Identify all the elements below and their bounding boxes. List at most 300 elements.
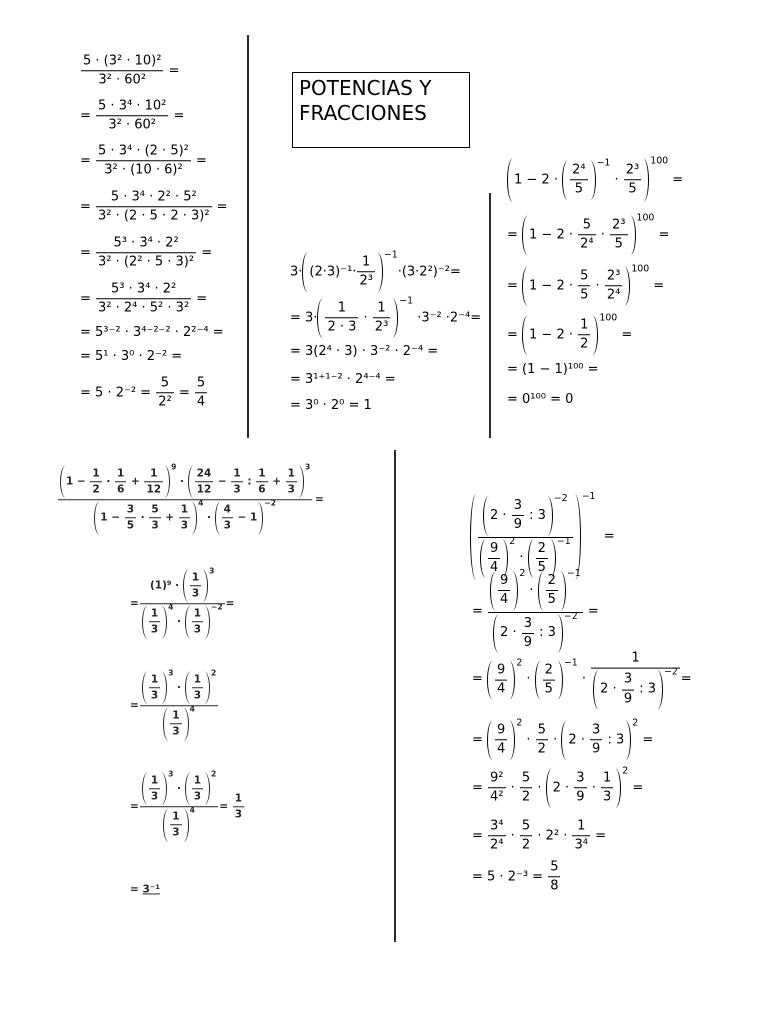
math-text: · <box>173 782 185 795</box>
math-text: 5 · (3² · 10)² <box>83 53 162 69</box>
numerator <box>590 722 602 740</box>
numerator <box>96 235 196 253</box>
numerator <box>192 608 203 623</box>
denominator <box>149 789 160 803</box>
denominator <box>357 273 374 290</box>
math-text: = <box>192 290 208 306</box>
math-text: 3 <box>287 483 295 496</box>
denominator <box>149 688 160 702</box>
denominator <box>286 482 297 496</box>
exponent: −2 <box>664 666 678 678</box>
exponent: 4 <box>189 805 195 815</box>
math-text: = <box>219 800 232 813</box>
math-line <box>80 189 228 225</box>
parentheses <box>487 720 515 760</box>
math-text: = <box>654 226 670 242</box>
numerator <box>536 722 548 740</box>
math-line <box>472 717 654 760</box>
fraction <box>548 859 560 895</box>
fraction <box>140 769 218 842</box>
math-text: = 5³⁻² · 3⁴⁻²⁻² · 2²⁻⁴ = <box>80 324 224 340</box>
parenthesized-group <box>522 312 618 355</box>
exponent: 100 <box>636 212 655 224</box>
math-text: − <box>214 475 231 488</box>
math-text: = 5¹ · 3⁰ · 2⁻² = <box>80 348 183 364</box>
exponent: 100 <box>650 155 669 167</box>
exponent: −1 <box>566 568 581 579</box>
math-text: 1 <box>150 467 158 480</box>
math-text: 9 <box>523 634 532 650</box>
math-text: 5 · 3⁴ · 10² <box>98 98 167 114</box>
math-text: 9 <box>497 662 506 678</box>
fraction <box>286 467 297 496</box>
parenthesized-group <box>522 212 655 255</box>
fraction <box>325 300 358 336</box>
parenthesized-group <box>493 610 578 654</box>
math-text: 3² · 60² <box>98 72 147 88</box>
parenthesized-group <box>317 295 414 338</box>
math-text: = <box>130 597 139 610</box>
parentheses <box>163 809 188 842</box>
math-text: 1 <box>150 774 159 787</box>
denominator <box>192 789 203 803</box>
fraction <box>512 498 524 534</box>
math-text: 2 · <box>552 779 574 795</box>
math-text: 5 <box>547 592 556 608</box>
math-line <box>507 362 599 378</box>
parenthesized-group <box>215 498 276 535</box>
math-line <box>290 372 396 388</box>
math-text: + <box>127 475 144 488</box>
math-text: = <box>680 671 692 687</box>
parentheses <box>522 266 630 306</box>
fraction <box>140 668 218 741</box>
fraction <box>624 162 641 198</box>
numerator <box>520 818 532 836</box>
denominator <box>495 741 507 758</box>
numerator <box>548 859 560 877</box>
parenthesized-group <box>163 805 195 842</box>
denominator <box>522 634 534 651</box>
numerator <box>140 769 218 807</box>
math-text: : 3 <box>524 507 546 523</box>
math-text: 9² <box>490 770 504 786</box>
math-text: (1)⁹ · <box>150 579 183 592</box>
math-text: 5 <box>537 559 546 575</box>
parentheses <box>188 465 304 498</box>
fraction <box>195 375 207 411</box>
numerator <box>192 673 203 688</box>
math-text: = <box>472 731 488 747</box>
math-text: = 5 · 2⁻³ = <box>472 868 548 884</box>
fraction <box>622 672 634 708</box>
math-text: : <box>243 475 256 488</box>
fraction <box>543 662 555 698</box>
fraction <box>58 462 312 535</box>
math-text: 9 <box>500 573 509 588</box>
fraction <box>81 53 163 89</box>
math-text: 1 <box>258 467 266 480</box>
math-text: ·(3·2²)⁻²= <box>397 263 461 279</box>
denominator <box>488 610 583 654</box>
math-text: 5 <box>151 503 159 516</box>
denominator <box>373 319 390 336</box>
parenthesized-group <box>94 498 204 535</box>
math-text: 1 <box>602 770 612 786</box>
math-text: (2·3)⁻¹· <box>309 263 357 279</box>
math-text: 3 <box>576 770 585 786</box>
denominator <box>179 519 190 533</box>
denominator <box>231 482 242 496</box>
parenthesized-group <box>142 668 174 704</box>
denominator <box>170 725 181 739</box>
exponent: 100 <box>599 312 618 324</box>
denominator <box>192 623 203 637</box>
math-text: 2⁴ <box>606 287 621 303</box>
fraction <box>233 792 244 821</box>
fraction <box>96 235 196 271</box>
math-text: 1 − 2 · <box>529 277 578 293</box>
parenthesized-group <box>487 717 523 760</box>
numerator <box>478 493 573 538</box>
math-text: 2 · 3 <box>327 319 357 335</box>
math-text: : 3 <box>535 625 556 641</box>
denominator <box>81 72 163 89</box>
math-text: 3⁴ <box>490 818 504 834</box>
math-text: = 3(2⁴ · 3) · 3⁻² · 2⁻⁴ = <box>290 343 439 359</box>
math-text: 2³ <box>374 319 389 335</box>
parenthesized-group <box>142 602 174 639</box>
math-text: 1 <box>580 317 589 333</box>
math-text: 5 <box>582 217 592 233</box>
math-text: 3 <box>191 587 200 600</box>
math-text: 3⁴ <box>574 837 588 853</box>
math-text: = <box>80 152 96 168</box>
parentheses <box>562 160 595 200</box>
parenthesized-group <box>522 263 650 306</box>
math-text: 5 <box>521 818 531 834</box>
exponent: −1 <box>383 249 398 261</box>
fraction <box>520 770 532 806</box>
math-line <box>507 212 670 255</box>
denominator <box>605 287 622 304</box>
math-text: 5 <box>537 722 546 738</box>
fraction <box>478 493 573 578</box>
numerator <box>488 568 583 613</box>
parenthesized-group <box>538 568 581 611</box>
parentheses <box>302 252 383 292</box>
numerator <box>578 217 595 235</box>
exponent: 3 <box>304 462 311 472</box>
math-text: 2 · <box>600 681 621 697</box>
numerator <box>536 541 548 559</box>
parenthesized-group <box>562 157 611 200</box>
denominator <box>233 808 244 822</box>
parentheses <box>538 571 566 611</box>
numerator <box>325 300 358 318</box>
math-text: = (1 − 1)¹⁰⁰ = <box>507 361 599 377</box>
math-line <box>507 392 573 408</box>
math-text: = <box>507 277 523 293</box>
title-line-2: FRACCIONES <box>299 101 427 125</box>
numerator <box>96 281 191 299</box>
parenthesized-group <box>142 769 174 805</box>
math-text: 3² · 2⁴ · 5² · 3² <box>98 300 190 316</box>
fraction <box>546 573 558 609</box>
math-text: 1 − 2 · <box>514 171 563 187</box>
parenthesized-group <box>487 657 523 700</box>
denominator <box>536 741 548 758</box>
parenthesized-group <box>185 602 223 639</box>
parentheses <box>483 496 553 536</box>
denominator <box>578 236 595 253</box>
fraction <box>192 673 203 702</box>
fraction <box>149 774 160 803</box>
math-text: 1 − <box>100 511 124 524</box>
math-text: 2 <box>537 540 546 556</box>
math-text: 3 <box>223 519 231 532</box>
math-text: = <box>472 603 488 619</box>
denominator <box>622 690 634 707</box>
math-text: 5 <box>160 375 170 391</box>
math-text: 2 · <box>500 625 521 641</box>
parentheses <box>490 571 518 611</box>
math-text: · <box>176 475 188 488</box>
numerator <box>488 818 505 836</box>
math-text: = 0¹⁰⁰ = 0 <box>507 391 574 407</box>
fraction <box>578 268 590 304</box>
math-text: 3 <box>151 519 159 532</box>
denominator <box>140 805 218 842</box>
exponent: 100 <box>631 263 650 275</box>
math-text: − 1 <box>233 511 258 524</box>
math-text: 1 <box>577 818 586 834</box>
numerator <box>81 53 163 71</box>
numerator <box>195 467 214 482</box>
parenthesized-group <box>183 566 215 602</box>
denominator <box>115 482 126 496</box>
math-text: 9 <box>592 741 601 757</box>
math-line <box>472 818 606 854</box>
parentheses <box>493 614 563 654</box>
parentheses <box>185 606 210 639</box>
math-text: · <box>522 671 535 687</box>
fraction <box>144 467 163 496</box>
math-text: = <box>507 226 523 242</box>
column-divider <box>394 450 396 942</box>
math-text: = <box>225 597 235 610</box>
math-text: 5 <box>521 770 531 786</box>
denominator <box>149 519 160 533</box>
math-text: = <box>80 290 96 306</box>
math-text: 4 <box>497 681 506 697</box>
math-text: 2³ <box>625 162 640 178</box>
denominator <box>572 837 589 854</box>
numerator <box>156 375 173 393</box>
math-text: 3 <box>523 615 532 631</box>
math-text: 1 <box>172 709 180 722</box>
numerator <box>574 770 586 788</box>
math-text: = <box>472 779 488 795</box>
exponent: 3 <box>168 668 174 678</box>
denominator <box>140 602 225 639</box>
denominator <box>156 394 173 411</box>
denominator <box>96 254 196 271</box>
exponent: 2 <box>516 657 523 669</box>
parentheses <box>593 670 663 710</box>
math-text: 4² <box>490 789 504 805</box>
math-text: 2 <box>547 573 556 588</box>
parentheses <box>185 671 210 704</box>
denominator <box>578 287 590 304</box>
math-text: 2² <box>158 394 172 410</box>
fraction <box>591 651 680 710</box>
fraction <box>495 722 507 758</box>
fraction <box>520 818 532 854</box>
exponent: −2 <box>553 493 568 504</box>
numerator <box>233 792 244 807</box>
parentheses <box>522 215 635 255</box>
parentheses <box>561 720 631 760</box>
math-text: = 5 · 2⁻² = <box>80 384 156 400</box>
math-text: 3 <box>193 623 202 636</box>
fraction <box>570 162 587 198</box>
exponent: 2 <box>519 568 526 579</box>
numerator <box>570 162 587 180</box>
column-divider <box>489 193 491 438</box>
denominator <box>498 591 510 608</box>
math-text: · <box>525 582 538 598</box>
parentheses <box>546 768 622 808</box>
numerator <box>256 467 267 482</box>
numerator <box>149 608 160 623</box>
parenthesized-group <box>507 155 669 202</box>
fraction <box>498 573 510 609</box>
numerator <box>610 217 627 235</box>
math-text: = <box>638 731 654 747</box>
fraction <box>90 467 101 496</box>
denominator <box>578 336 590 353</box>
math-text: 1 <box>150 673 159 686</box>
math-line <box>472 568 599 653</box>
math-text: 3 <box>234 808 243 821</box>
denominator <box>192 688 203 702</box>
fraction <box>578 317 590 353</box>
denominator <box>96 208 212 225</box>
math-line <box>290 295 482 338</box>
math-text: = <box>197 244 213 260</box>
math-line <box>130 668 219 741</box>
denominator <box>512 516 524 533</box>
denominator <box>144 482 163 496</box>
math-text: = 3· <box>290 309 318 325</box>
parentheses <box>163 708 188 741</box>
denominator <box>140 704 218 741</box>
math-line <box>80 375 208 411</box>
math-text: 2 <box>544 662 553 678</box>
math-text: 1 − 2 · <box>529 326 578 342</box>
denominator <box>488 789 505 806</box>
math-line <box>472 651 692 710</box>
math-text: 4 <box>223 503 231 516</box>
fraction <box>156 375 173 411</box>
parenthesized-group <box>163 704 195 741</box>
math-text: = <box>130 699 139 712</box>
math-text: 2 <box>537 741 546 757</box>
math-text: 2⁴ <box>490 837 504 853</box>
denominator <box>570 181 587 198</box>
fraction <box>149 504 160 533</box>
parentheses <box>535 660 563 700</box>
math-text: · <box>610 171 623 187</box>
exponent: −1 <box>563 657 578 669</box>
numerator <box>286 467 297 482</box>
math-line <box>80 98 184 134</box>
math-text: 9 <box>513 517 522 533</box>
parenthesized-group <box>490 568 526 611</box>
denominator <box>546 591 558 608</box>
denominator <box>601 789 613 806</box>
math-text: = <box>668 171 684 187</box>
math-line <box>290 249 461 292</box>
math-line <box>507 312 633 355</box>
math-text: 3 <box>172 826 180 839</box>
exponent: 4 <box>168 602 174 612</box>
math-text: · <box>203 511 215 524</box>
fraction <box>488 818 505 854</box>
numerator <box>149 673 160 688</box>
exponent: −1 <box>581 491 596 502</box>
math-text: 2³ <box>612 217 626 233</box>
denominator <box>256 482 267 496</box>
math-line <box>470 491 615 580</box>
math-text: = 3⁰ · 2⁰ = 1 <box>290 397 372 413</box>
numerator <box>195 375 207 393</box>
math-text: 1 <box>377 300 386 316</box>
parenthesized-group <box>593 666 678 710</box>
fraction <box>96 189 212 225</box>
math-text: 4 <box>490 559 499 575</box>
denominator <box>96 117 168 134</box>
numerator <box>140 668 218 706</box>
math-text: 3 <box>602 789 612 805</box>
parenthesized-group <box>185 769 217 805</box>
exponent: 2 <box>211 668 217 678</box>
math-text: 24 <box>196 467 212 480</box>
math-text: = <box>169 107 185 123</box>
exponent: −2 <box>264 498 276 508</box>
math-text: 5 · 3⁴ · 2² · 5² <box>110 189 197 205</box>
numerator <box>512 498 524 516</box>
fraction <box>170 811 181 840</box>
math-line <box>57 462 313 535</box>
numerator <box>96 98 168 116</box>
math-text: · <box>102 475 115 488</box>
parentheses <box>215 502 264 535</box>
parentheses <box>142 772 167 805</box>
parentheses <box>60 465 170 498</box>
math-text: 5³ · 3⁴ · 2² <box>113 235 179 251</box>
fraction <box>96 143 191 179</box>
fraction <box>140 566 225 639</box>
math-text: = <box>590 827 606 843</box>
title-box <box>292 72 470 148</box>
fraction <box>488 568 583 653</box>
math-line <box>472 859 561 895</box>
math-text: 3 <box>150 623 159 636</box>
math-text: · 2² · <box>533 827 572 843</box>
math-text: 3 <box>193 689 202 702</box>
